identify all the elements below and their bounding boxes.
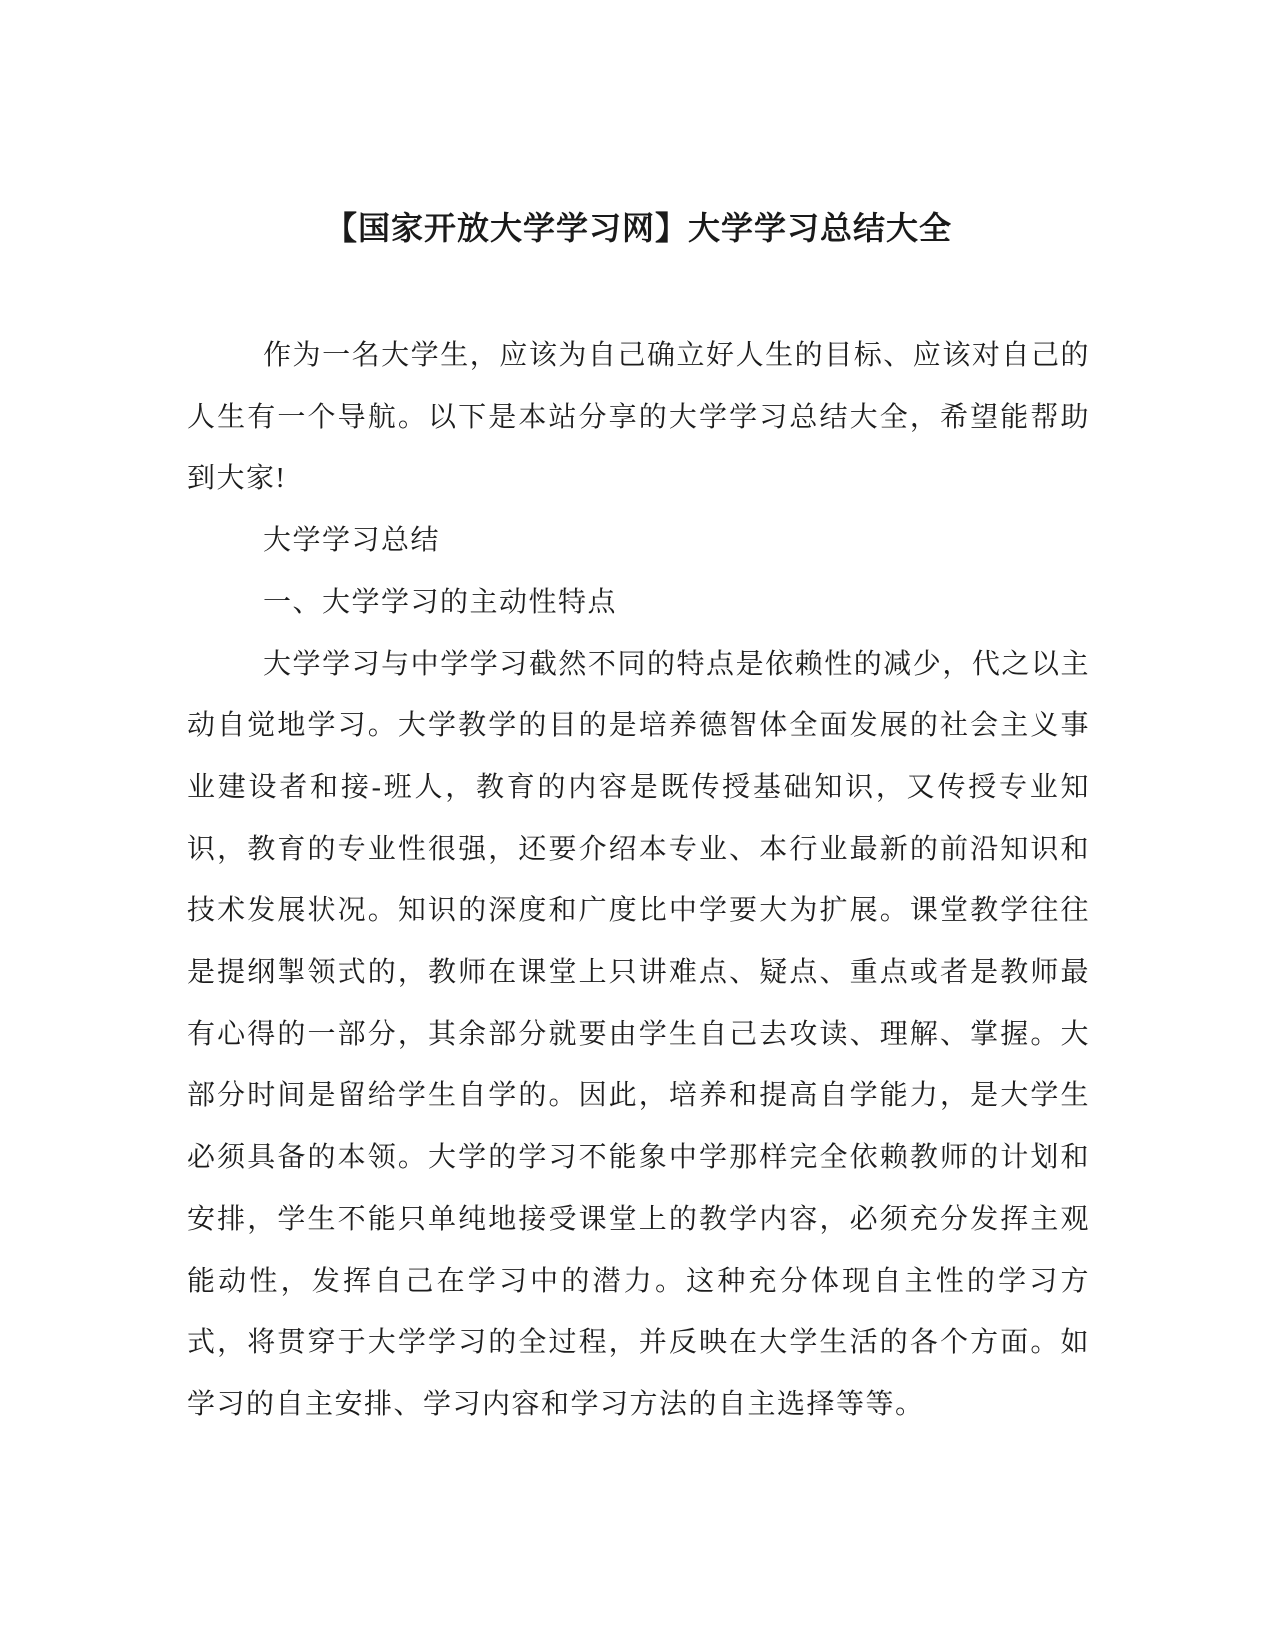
paragraph-subtitle: 大学学习总结	[263, 525, 441, 557]
paragraph-section-heading: 一、大学学习的主动性特点	[263, 586, 618, 618]
document-content	[187, 204, 1090, 1436]
document-body	[187, 325, 1090, 1436]
document-title: 【国家开放大学学习网】大学学习总结大全	[324, 210, 952, 246]
paragraph-intro: 作为一名大学生，应该为自己确立好人生的目标、应该对自己的人生有一个导航。以下是本站分享的大学学习总结大全，希望能帮助到大家!	[187, 340, 1090, 495]
paragraph-main-text: 大学学习与中学学习截然不同的特点是依赖性的减少，代之以主动自觉地学习。大学教学的目的是培养德智体全面发展的社会主义事业建设者和接-班人，教育的内容是既传授基础知识，又传授专业知识，教育的专业性很强，还要介绍本专业、本行业最新的前沿知识和技术发展状况。知识的深度和广度比中学要大为扩展。课堂教学往往是提纲掣领式的，教师在课堂上只讲难点、疑点、重点或者是教师最有心得的一部分，其余部分就要由学生自己去攻读、理解、掌握。大部分时间是留给学生自学的。因此，培养和提高自学能力，是大学生必须具备的本领。大学的学习不能象中学那样完全依赖教师的计划和安排，学生不能只单纯地接受课堂上的教学内容，必须充分发挥主观能动性，发挥自己在学习中的潜力。这种充分体现自主性的学习方式，将贯穿于大学学习的全过程，并反映在大学生活的各个方面。如学习的自主安排、学习内容和学习方法的自主选择等等。	[187, 648, 1090, 1420]
